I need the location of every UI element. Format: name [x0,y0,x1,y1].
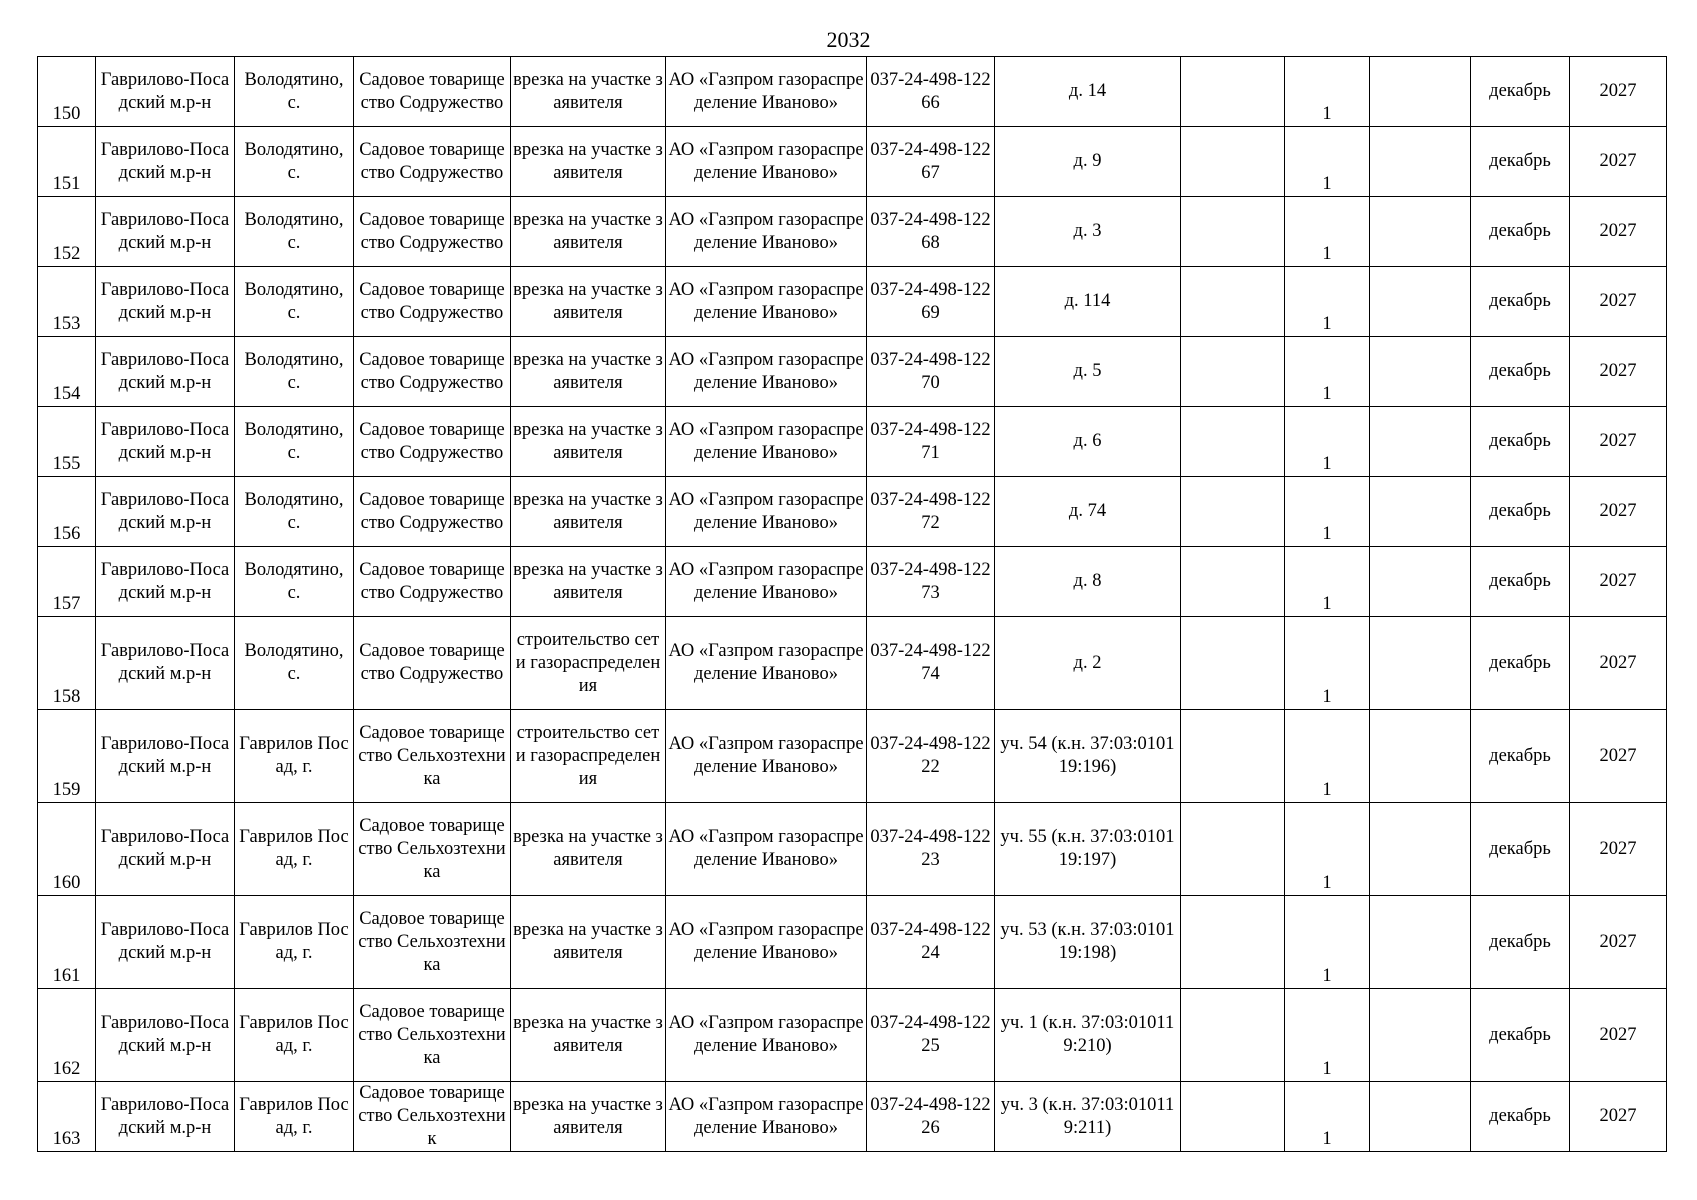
object-code-cell: 037-24-498-12267 [867,127,995,197]
district-cell: Гаврилово-Посадский м.р-н [96,127,235,197]
district-cell: Гаврилово-Посадский м.р-н [96,477,235,547]
quantity-cell: 1 [1285,197,1370,267]
table-row [38,407,1667,477]
quantity-cell: 1 [1285,477,1370,547]
month-cell: декабрь [1471,617,1570,710]
empty-cell [1370,477,1471,547]
table-row [38,337,1667,407]
empty-cell [1181,337,1285,407]
year-cell: 2027 [1570,617,1667,710]
year-cell: 2027 [1570,477,1667,547]
work-type-cell: врезка на участке заявителя [511,267,666,337]
table-row [38,477,1667,547]
locality-cell: Володятино, с. [235,197,354,267]
table-row [38,803,1667,896]
address-cell: уч. 3 (к.н. 37:03:010119:211) [995,1082,1181,1152]
object-name-cell: Садовое товарищество Содружество [354,617,511,710]
locality-cell: Гаврилов Посад, г. [235,803,354,896]
address-cell: д. 74 [995,477,1181,547]
empty-cell [1370,989,1471,1082]
object-name-cell: Садовое товарищество Сельхозтехника [354,896,511,989]
organization-cell: АО «Газпром газораспределение Иваново» [666,477,867,547]
table-row [38,57,1667,127]
address-cell: д. 5 [995,337,1181,407]
locality-cell: Володятино, с. [235,337,354,407]
locality-cell: Володятино, с. [235,267,354,337]
locality-cell: Володятино, с. [235,407,354,477]
empty-cell [1181,617,1285,710]
work-type-cell: врезка на участке заявителя [511,477,666,547]
table-row [38,617,1667,710]
district-cell: Гаврилово-Посадский м.р-н [96,803,235,896]
object-code-cell: 037-24-498-12223 [867,803,995,896]
district-cell: Гаврилово-Посадский м.р-н [96,407,235,477]
object-code-cell: 037-24-498-12273 [867,547,995,617]
address-cell: уч. 55 (к.н. 37:03:010119:197) [995,803,1181,896]
year-cell: 2027 [1570,710,1667,803]
locality-cell: Володятино, с. [235,57,354,127]
empty-cell [1181,477,1285,547]
month-cell: декабрь [1471,547,1570,617]
object-name-cell: Садовое товарищество Сельхозтехник [354,1082,511,1152]
empty-cell [1370,407,1471,477]
year-cell: 2027 [1570,267,1667,337]
year-cell: 2027 [1570,57,1667,127]
locality-cell: Володятино, с. [235,127,354,197]
row-number-cell: 153 [38,267,96,337]
month-cell: декабрь [1471,197,1570,267]
work-type-cell: врезка на участке заявителя [511,896,666,989]
locality-cell: Володятино, с. [235,477,354,547]
district-cell: Гаврилово-Посадский м.р-н [96,617,235,710]
quantity-cell: 1 [1285,710,1370,803]
work-type-cell: врезка на участке заявителя [511,989,666,1082]
organization-cell: АО «Газпром газораспределение Иваново» [666,337,867,407]
year-cell: 2027 [1570,407,1667,477]
object-name-cell: Садовое товарищество Содружество [354,407,511,477]
organization-cell: АО «Газпром газораспределение Иваново» [666,547,867,617]
object-name-cell: Садовое товарищество Содружество [354,547,511,617]
object-code-cell: 037-24-498-12224 [867,896,995,989]
year-cell: 2027 [1570,337,1667,407]
quantity-cell: 1 [1285,267,1370,337]
organization-cell: АО «Газпром газораспределение Иваново» [666,407,867,477]
work-type-cell: врезка на участке заявителя [511,803,666,896]
work-type-cell: врезка на участке заявителя [511,57,666,127]
object-code-cell: 037-24-498-12226 [867,1082,995,1152]
month-cell: декабрь [1471,57,1570,127]
month-cell: декабрь [1471,477,1570,547]
page-number: 2032 [826,27,871,52]
quantity-cell: 1 [1285,989,1370,1082]
address-cell: уч. 53 (к.н. 37:03:010119:198) [995,896,1181,989]
quantity-cell: 1 [1285,337,1370,407]
locality-cell: Гаврилов Посад, г. [235,1082,354,1152]
district-cell: Гаврилово-Посадский м.р-н [96,197,235,267]
locality-cell: Володятино, с. [235,547,354,617]
work-type-cell: строительство сети газораспределения [511,710,666,803]
address-cell: д. 3 [995,197,1181,267]
work-type-cell: врезка на участке заявителя [511,407,666,477]
object-code-cell: 037-24-498-12270 [867,337,995,407]
quantity-cell: 1 [1285,57,1370,127]
district-cell: Гаврилово-Посадский м.р-н [96,267,235,337]
district-cell: Гаврилово-Посадский м.р-н [96,337,235,407]
year-cell: 2027 [1570,896,1667,989]
month-cell: декабрь [1471,1082,1570,1152]
year-cell: 2027 [1570,989,1667,1082]
work-type-cell: врезка на участке заявителя [511,1082,666,1152]
object-name-cell: Садовое товарищество Содружество [354,127,511,197]
district-cell: Гаврилово-Посадский м.р-н [96,57,235,127]
address-cell: д. 8 [995,547,1181,617]
empty-cell [1370,710,1471,803]
empty-cell [1370,803,1471,896]
year-cell: 2027 [1570,127,1667,197]
address-cell: д. 14 [995,57,1181,127]
empty-cell [1370,617,1471,710]
row-number-cell: 162 [38,989,96,1082]
table-row [38,710,1667,803]
quantity-cell: 1 [1285,127,1370,197]
row-number-cell: 157 [38,547,96,617]
quantity-cell: 1 [1285,896,1370,989]
year-cell: 2027 [1570,547,1667,617]
quantity-cell: 1 [1285,803,1370,896]
row-number-cell: 163 [38,1082,96,1152]
quantity-cell: 1 [1285,407,1370,477]
object-code-cell: 037-24-498-12266 [867,57,995,127]
organization-cell: АО «Газпром газораспределение Иваново» [666,267,867,337]
object-code-cell: 037-24-498-12271 [867,407,995,477]
object-name-cell: Садовое товарищество Сельхозтехника [354,710,511,803]
district-cell: Гаврилово-Посадский м.р-н [96,710,235,803]
row-number-cell: 151 [38,127,96,197]
row-number-cell: 160 [38,803,96,896]
table-row [38,127,1667,197]
empty-cell [1181,267,1285,337]
table-row [38,197,1667,267]
organization-cell: АО «Газпром газораспределение Иваново» [666,197,867,267]
empty-cell [1370,57,1471,127]
empty-cell [1181,989,1285,1082]
organization-cell: АО «Газпром газораспределение Иваново» [666,896,867,989]
empty-cell [1181,1082,1285,1152]
object-code-cell: 037-24-498-12268 [867,197,995,267]
table-row [38,267,1667,337]
month-cell: декабрь [1471,803,1570,896]
month-cell: декабрь [1471,267,1570,337]
address-cell: д. 2 [995,617,1181,710]
quantity-cell: 1 [1285,1082,1370,1152]
organization-cell: АО «Газпром газораспределение Иваново» [666,710,867,803]
work-type-cell: врезка на участке заявителя [511,337,666,407]
object-code-cell: 037-24-498-12225 [867,989,995,1082]
empty-cell [1181,57,1285,127]
row-number-cell: 152 [38,197,96,267]
empty-cell [1370,267,1471,337]
locality-cell: Гаврилов Посад, г. [235,896,354,989]
address-cell: уч. 1 (к.н. 37:03:010119:210) [995,989,1181,1082]
organization-cell: АО «Газпром газораспределение Иваново» [666,803,867,896]
organization-cell: АО «Газпром газораспределение Иваново» [666,617,867,710]
district-cell: Гаврилово-Посадский м.р-н [96,896,235,989]
month-cell: декабрь [1471,407,1570,477]
work-type-cell: строительство сети газораспределения [511,617,666,710]
empty-cell [1370,337,1471,407]
table-row [38,547,1667,617]
month-cell: декабрь [1471,896,1570,989]
object-name-cell: Садовое товарищество Содружество [354,267,511,337]
year-cell: 2027 [1570,1082,1667,1152]
row-number-cell: 155 [38,407,96,477]
organization-cell: АО «Газпром газораспределение Иваново» [666,989,867,1082]
object-code-cell: 037-24-498-12274 [867,617,995,710]
object-name-cell: Садовое товарищество Содружество [354,337,511,407]
works-table [37,56,1667,1152]
empty-cell [1181,710,1285,803]
work-type-cell: врезка на участке заявителя [511,547,666,617]
row-number-cell: 150 [38,57,96,127]
object-code-cell: 037-24-498-12222 [867,710,995,803]
month-cell: декабрь [1471,710,1570,803]
object-name-cell: Садовое товарищество Содружество [354,197,511,267]
empty-cell [1370,1082,1471,1152]
organization-cell: АО «Газпром газораспределение Иваново» [666,127,867,197]
address-cell: уч. 54 (к.н. 37:03:010119:196) [995,710,1181,803]
quantity-cell: 1 [1285,547,1370,617]
month-cell: декабрь [1471,337,1570,407]
empty-cell [1370,896,1471,989]
address-cell: д. 6 [995,407,1181,477]
row-number-cell: 159 [38,710,96,803]
table-row [38,896,1667,989]
locality-cell: Гаврилов Посад, г. [235,989,354,1082]
work-type-cell: врезка на участке заявителя [511,127,666,197]
year-cell: 2027 [1570,197,1667,267]
locality-cell: Володятино, с. [235,617,354,710]
empty-cell [1181,803,1285,896]
object-name-cell: Садовое товарищество Сельхозтехника [354,803,511,896]
district-cell: Гаврилово-Посадский м.р-н [96,1082,235,1152]
row-number-cell: 154 [38,337,96,407]
month-cell: декабрь [1471,989,1570,1082]
district-cell: Гаврилово-Посадский м.р-н [96,989,235,1082]
empty-cell [1181,197,1285,267]
quantity-cell: 1 [1285,617,1370,710]
address-cell: д. 114 [995,267,1181,337]
table-row [38,1082,1667,1152]
object-name-cell: Садовое товарищество Содружество [354,57,511,127]
empty-cell [1370,547,1471,617]
month-cell: декабрь [1471,127,1570,197]
object-code-cell: 037-24-498-12269 [867,267,995,337]
object-name-cell: Садовое товарищество Сельхозтехника [354,989,511,1082]
row-number-cell: 158 [38,617,96,710]
locality-cell: Гаврилов Посад, г. [235,710,354,803]
object-code-cell: 037-24-498-12272 [867,477,995,547]
district-cell: Гаврилово-Посадский м.р-н [96,547,235,617]
empty-cell [1370,127,1471,197]
empty-cell [1370,197,1471,267]
object-name-cell: Садовое товарищество Содружество [354,477,511,547]
organization-cell: АО «Газпром газораспределение Иваново» [666,1082,867,1152]
table-row [38,989,1667,1082]
year-cell: 2027 [1570,803,1667,896]
empty-cell [1181,127,1285,197]
address-cell: д. 9 [995,127,1181,197]
row-number-cell: 161 [38,896,96,989]
organization-cell: АО «Газпром газораспределение Иваново» [666,57,867,127]
work-type-cell: врезка на участке заявителя [511,197,666,267]
empty-cell [1181,547,1285,617]
empty-cell [1181,896,1285,989]
row-number-cell: 156 [38,477,96,547]
empty-cell [1181,407,1285,477]
